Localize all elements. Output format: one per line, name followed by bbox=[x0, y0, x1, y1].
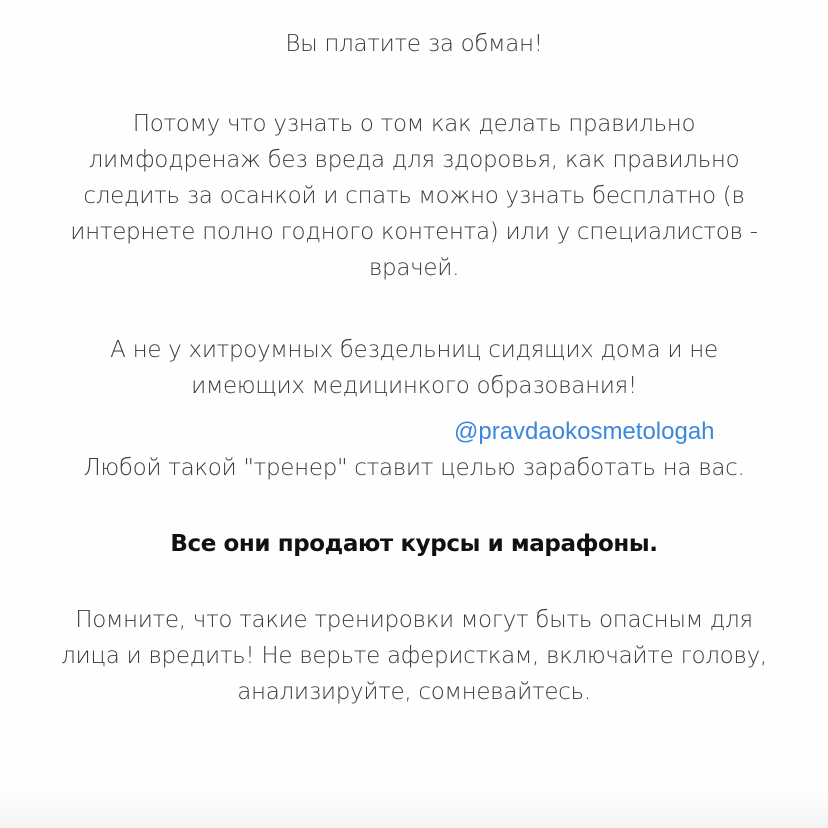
paragraph-free-info: Потому что узнать о том как делать правильно лимфодренаж без вреда для здоровья, как правильно следить за осанкой и спать можно узнать бесплатно (в интернете полно годного контента) или у специалистов - врачей. bbox=[70, 111, 758, 281]
post-title: Вы платите за обман! bbox=[285, 31, 543, 57]
paragraph-warning: Помните, что такие тренировки могут быть опасным для лица и вредить! Не верьте аферисткам, включайте голову, анализируйте, сомневайтесь. bbox=[61, 607, 767, 705]
bold-statement: Все они продают курсы и марафоны. bbox=[170, 531, 658, 557]
bottom-fade bbox=[0, 788, 828, 828]
paragraph-not-from-amateurs: А не у хитроумных бездельниц сидящих дома и не имеющих медицинкого образования! bbox=[110, 337, 718, 399]
account-watermark: @pravdaokosmetologah bbox=[454, 418, 715, 445]
paragraph-trainer-goal: Любой такой "тренер" ставит целью заработать на вас. bbox=[83, 455, 745, 481]
